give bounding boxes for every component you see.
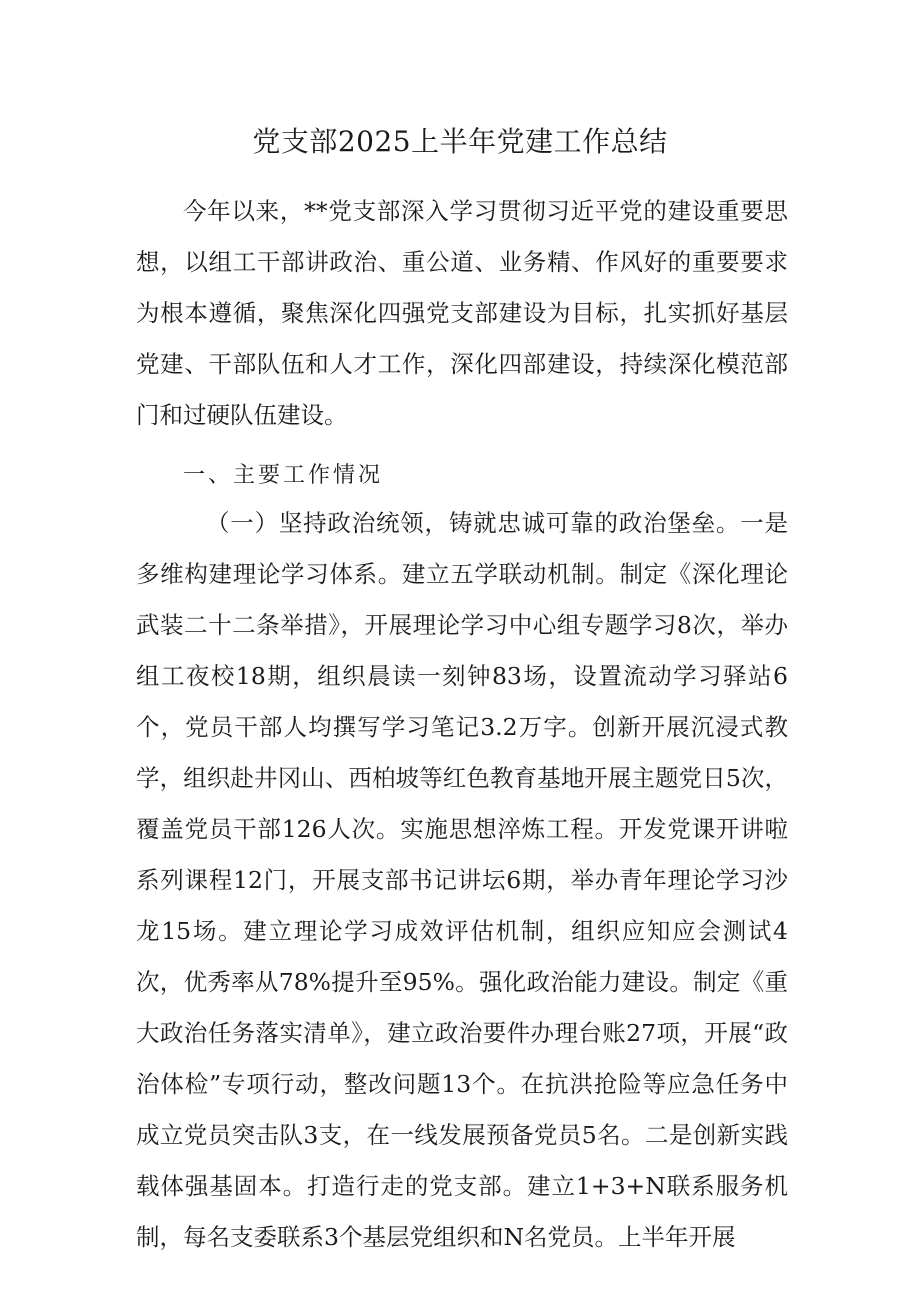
section-paragraph: （一）坚持政治统领，铸就忠诚可靠的政治堡垒。一是多维构建理论学习体系。建立五学联动机制。制定《深化理论武装二十二条举措》，开展理论学习中心组专题学习8次，举办组工夜校18期，组织晨读一刻钟83场，设置流动学习驿站6个，党员干部人均撰写学习笔记3.2万字。创新开展沉浸式教学，组织赴井冈山、西柏坡等红色教育基地开展主题党日5次，覆盖党员干部126人次。实施思想淬炼工程。开发党课开讲啦系列课程12门，开展支部书记讲坛6期，举办青年理论学习沙龙15场。建立理论学习成效评估机制，组织应知应会测试4次，优秀率从78%提升至95%。强化政治能力建设。制定《重大政治任务落实清单》，建立政治要件办理台账27项，开展“政治体检”专项行动，整改问题13个。在抗洪抢险等应急任务中成立党员突击队3支，在一线发展预备党员5名。二是创新实践载体强基固本。打造行走的党支部。建立1+3+N联系服务机制，每名支委联系3个基层党组织和N名党员。上半年开展 [136, 509, 788, 1251]
intro-paragraph: 今年以来，**党支部深入学习贯彻习近平党的建设重要思想，以组工干部讲政治、重公道、业务精、作风好的重要要求为根本遵循，聚焦深化四强党支部建设为目标，扎实抓好基层党建、干部队伍和人才工作，深化四部建设，持续深化模范部门和过硬队伍建设。 [136, 197, 788, 429]
section-heading: 一、主要工作情况 [183, 463, 384, 488]
document-title: 党支部2025上半年党建工作总结 [252, 125, 668, 158]
